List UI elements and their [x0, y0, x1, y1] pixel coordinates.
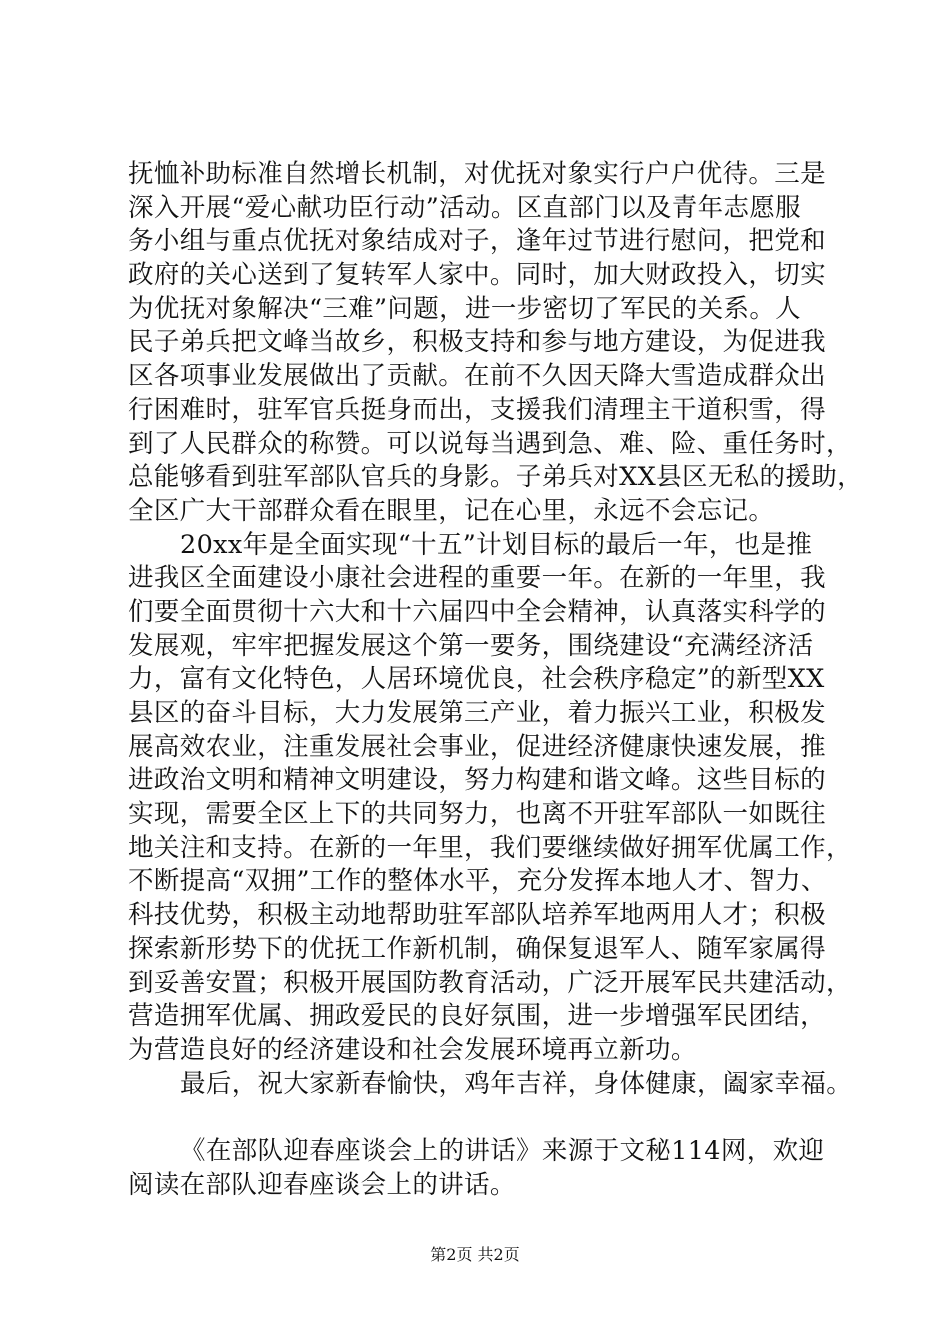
- source-note-line: 阅读在部队迎春座谈会上的讲话。: [128, 1169, 516, 1200]
- text-line: 到了人民群众的称赞。可以说每当遇到急、难、险、重任务时，: [128, 428, 852, 459]
- text-line: 政府的关心送到了复转军人家中。同时，加大财政投入，切实: [128, 260, 826, 291]
- text-line: 探索新形势下的优抚工作新机制，确保复退军人、随军家属得: [128, 933, 826, 964]
- text-line: 到妥善安置；积极开展国防教育活动，广泛开展军民共建活动，: [128, 967, 852, 998]
- text-line: 实现，需要全区上下的共同努力，也离不开驻军部队一如既往: [128, 799, 826, 830]
- text-line: 发展观，牢牢把握发展这个第一要务，围绕建设“充满经济活: [128, 630, 814, 661]
- text-line: 们要全面贯彻十六大和十六届四中全会精神，认真落实科学的: [128, 596, 826, 627]
- text-line: 区各项事业发展做出了贡献。在前不久因天降大雪造成群众出: [128, 361, 826, 392]
- text-line: 不断提高“双拥”工作的整体水平，充分发挥本地人才、智力、: [128, 866, 827, 897]
- page-number-footer: 第2页 共2页: [430, 1245, 520, 1264]
- document-body: [128, 158, 863, 1203]
- text-line: 营造拥军优属、拥政爱民的良好氛围，进一步增强军民团结，: [128, 1001, 826, 1032]
- text-line: 总能够看到驻军部队官兵的身影。子弟兵对XX县区无私的援助，: [128, 462, 863, 493]
- text-line: 力，富有文化特色，人居环境优良，社会秩序稳定”的新型XX: [128, 664, 825, 695]
- text-line: 抚恤补助标准自然增长机制，对优抚对象实行户户优待。三是: [128, 159, 826, 189]
- text-line: 20xx年是全面实现“十五”计划目标的最后一年，也是推: [180, 529, 813, 560]
- text-line: 务小组与重点优抚对象结成对子，逢年过节进行慰问，把党和: [128, 226, 826, 257]
- text-line: 科技优势，积极主动地帮助驻军部队培养军地两用人才；积极: [128, 900, 826, 931]
- text-line: 最后，祝大家新春愉快，鸡年吉祥，身体健康，阖家幸福。: [180, 1068, 853, 1099]
- text-line: 为营造良好的经济建设和社会发展环境再立新功。: [128, 1034, 697, 1065]
- text-line: 为优抚对象解决“三难”问题，进一步密切了军民的关系。人: [128, 293, 802, 324]
- text-line: 进政治文明和精神文明建设，努力构建和谐文峰。这些目标的: [128, 765, 826, 796]
- text-line: 全区广大干部群众看在眼里，记在心里，永远不会忘记。: [128, 495, 775, 526]
- text-line: 展高效农业，注重发展社会事业，促进经济健康快速发展，推: [128, 731, 826, 762]
- source-note-line: 《在部队迎春座谈会上的讲话》来源于文秘114网，欢迎: [180, 1136, 825, 1167]
- text-line: 民子弟兵把文峰当故乡，积极支持和参与地方建设，为促进我: [128, 327, 826, 358]
- text-line: 进我区全面建设小康社会进程的重要一年。在新的一年里，我: [128, 563, 826, 594]
- text-line: 县区的奋斗目标，大力发展第三产业，着力振兴工业，积极发: [128, 698, 826, 728]
- text-line: 行困难时，驻军官兵挺身而出，支援我们清理主干道积雪，得: [128, 394, 826, 425]
- text-line: 地关注和支持。在新的一年里，我们要继续做好拥军优属工作，: [128, 832, 852, 863]
- paragraph-gap: [128, 1101, 858, 1135]
- text-line: 深入开展“爱心献功臣行动”活动。区直部门以及青年志愿服: [128, 192, 802, 223]
